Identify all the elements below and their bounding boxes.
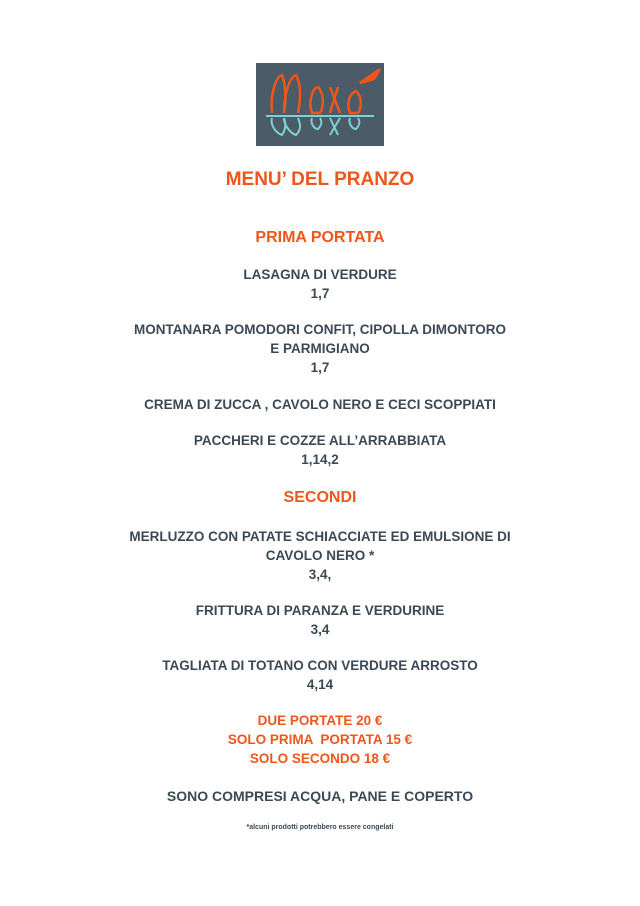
menu-item-allergens: 3,4 [310, 622, 330, 637]
menu-item-allergens: 1,14,2 [301, 452, 339, 467]
mana-logo [256, 63, 384, 146]
menu-item-name: MONTANARA POMODORI CONFIT, CIPOLLA DIMONTORO [134, 322, 506, 337]
menu-item-name: LASAGNA DI VERDURE [243, 267, 397, 282]
menu-title: MENU’ DEL PRANZO [225, 169, 415, 190]
menu-item-name: CREMA DI ZUCCA , CAVOLO NERO E CECI SCOPPIATI [144, 397, 496, 412]
menu-item-name: FRITTURA DI PARANZA E VERDURINE [195, 603, 445, 618]
menu-item-name: TAGLIATA DI TOTANO CON VERDURE ARROSTO [162, 658, 478, 673]
menu-item-name: CAVOLO NERO * [265, 548, 375, 563]
price-line: DUE PORTATE 20 € [257, 713, 383, 728]
price-line: SOLO SECONDO 18 € [249, 751, 391, 766]
menu-item-name: E PARMIGIANO [270, 341, 370, 356]
menu-item-allergens: 1,7 [310, 360, 330, 375]
section-heading-secondi: SECONDI [283, 489, 357, 506]
menu-item-name: PACCHERI E COZZE ALL’ARRABBIATA [193, 433, 447, 448]
footnote: *alcuni prodotti potrebbero essere congelati [246, 824, 394, 831]
price-line: SOLO PRIMA PORTATA 15 € [227, 732, 413, 747]
menu-item-allergens: 3,4, [308, 567, 332, 582]
menu-item-name: MERLUZZO CON PATATE SCHIACCIATE ED EMULSIONE DI [129, 529, 511, 544]
menu-item-allergens: 4,14 [306, 677, 334, 692]
included-note: SONO COMPRESI ACQUA, PANE E COPERTO [166, 788, 474, 804]
section-heading-prima: PRIMA PORTATA [255, 229, 385, 246]
menu-item-allergens: 1,7 [310, 286, 330, 301]
